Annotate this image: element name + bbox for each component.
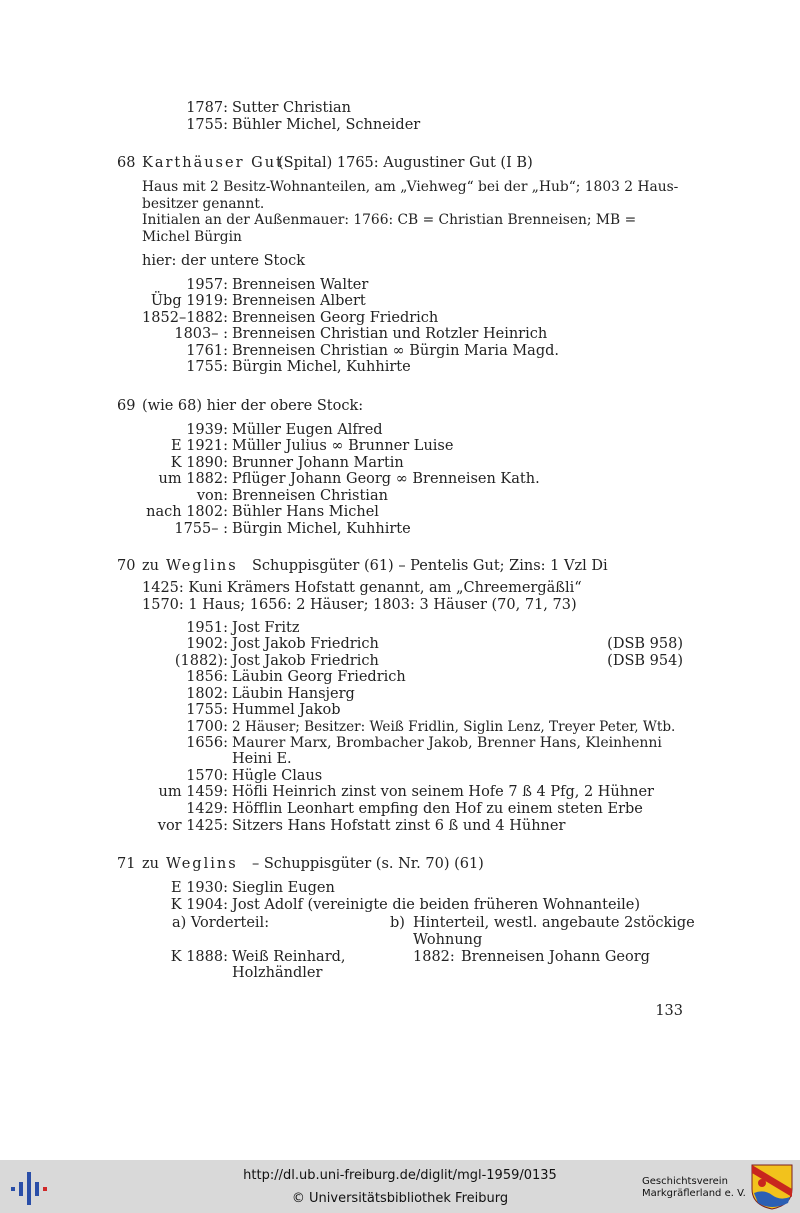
owner-year: 1882: <box>413 949 455 965</box>
owner-year: 1755: <box>186 702 228 718</box>
entry-title: Weglins <box>166 856 238 872</box>
footer-url[interactable]: http://dl.ub.uni-freiburg.de/diglit/mgl-1959/0135 <box>243 1168 557 1183</box>
intro-year: 1755: <box>186 117 228 133</box>
owner-name: Läubin Hansjerg <box>232 686 355 702</box>
owner-name: Pflüger Johann Georg ∞ Brenneisen Kath. <box>232 471 540 487</box>
owner-year: (1882): <box>174 653 228 669</box>
owner-year: 1761: <box>186 343 228 359</box>
entry-number: 69 <box>117 398 136 414</box>
source-note: (DSB 954) <box>607 653 683 669</box>
owner-year: K 1890: <box>170 455 228 471</box>
entry-title: (wie 68) hier der obere Stock: <box>142 398 364 414</box>
owner-year: vor 1425: <box>157 818 228 834</box>
owner-name: Sitzers Hans Hofstatt zinst 6 ß und 4 Hühner <box>232 818 566 834</box>
owner-year: 1803– : <box>174 326 228 342</box>
owner-name: Weiß Reinhard, <box>232 949 346 965</box>
owner-year: 1902: <box>186 636 228 652</box>
owner-year: 1755– : <box>174 521 228 537</box>
owner-name: Brenneisen Walter <box>232 277 369 293</box>
part-description: Wohnung <box>413 932 483 948</box>
owner-name: Brenneisen Johann Georg <box>461 949 650 965</box>
owner-year: E 1930: <box>171 880 228 896</box>
owner-name: Läubin Georg Friedrich <box>232 669 406 685</box>
entry-title: Weglins <box>166 558 238 574</box>
owner-year: 1939: <box>186 422 228 438</box>
entry-description: Haus mit 2 Besitz-Wohnanteilen, am „Viehweg“ bei der „Hub“; 1803 2 Haus- <box>142 179 679 195</box>
owner-name: Höfli Heinrich zinst von seinem Hofe 7 ß 4 Pfg, 2 Hühner <box>232 784 654 800</box>
owner-year: 1852–1882: <box>142 310 228 326</box>
footer-copyright: © Universitätsbibliothek Freiburg <box>291 1191 509 1206</box>
entry-description: besitzer genannt. <box>142 196 265 212</box>
owner-year: 1429: <box>186 801 228 817</box>
owner-year: E 1921: <box>171 438 228 454</box>
owner-name: Jost Jakob Friedrich <box>232 636 379 652</box>
owner-name: Brenneisen Christian ∞ Bürgin Maria Magd. <box>232 343 559 359</box>
owner-name: Jost Fritz <box>232 620 300 636</box>
owner-year: Übg 1919: <box>150 293 228 309</box>
owner-name: Hügle Claus <box>232 768 323 784</box>
owner-year: 1856: <box>186 669 228 685</box>
part-label: b) <box>390 915 405 931</box>
page-number: 133 <box>655 1003 683 1019</box>
owner-name: Hummel Jakob <box>232 702 341 718</box>
entry-description: Initialen an der Außenmauer: 1766: CB = Christian Brenneisen; MB = <box>142 212 637 228</box>
owner-name: Müller Eugen Alfred <box>232 422 383 438</box>
owner-year: K 1904: <box>170 897 228 913</box>
entry-prefix: zu <box>142 856 159 872</box>
entry-description: 1570: 1 Haus; 1656: 2 Häuser; 1803: 3 Häuser (70, 71, 73) <box>142 597 577 613</box>
entry-title-rest: – Schuppisgüter (s. Nr. 70) (61) <box>252 856 484 872</box>
owner-name: Brenneisen Albert <box>232 293 366 309</box>
owner-year: um 1882: <box>158 471 228 487</box>
society-name-line: Markgräflerland e. V. <box>642 1188 746 1199</box>
owner-year: 1656: <box>186 735 228 751</box>
owner-year: nach 1802: <box>146 504 228 520</box>
owner-name: Heini E. <box>232 751 292 767</box>
owner-year: 1700: <box>186 719 228 735</box>
entry-subheading: hier: der untere Stock <box>142 253 305 269</box>
intro-text: Sutter Christian <box>232 100 351 116</box>
owner-year: 1802: <box>186 686 228 702</box>
owner-year: 1957: <box>186 277 228 293</box>
owner-name: Müller Julius ∞ Brunner Luise <box>232 438 454 454</box>
owner-name: Bürgin Michel, Kuhhirte <box>232 359 411 375</box>
owner-name: Jost Jakob Friedrich <box>232 653 379 669</box>
owner-year: um 1459: <box>158 784 228 800</box>
entry-description: Michel Bürgin <box>142 229 242 245</box>
entry-prefix: zu <box>142 558 159 574</box>
entry-title: Karthäuser Gut <box>142 155 284 171</box>
part-label: a) Vorderteil: <box>172 915 270 931</box>
owner-year: 1951: <box>186 620 228 636</box>
owner-name: Höfflin Leonhart empfing den Hof zu einem steten Erbe <box>232 801 643 817</box>
entry-title-rest: Schuppisgüter (61) – Pentelis Gut; Zins: 1 Vzl Di <box>252 558 608 574</box>
owner-name: 2 Häuser; Besitzer: Weiß Fridlin, Siglin Lenz, Treyer Peter, Wtb. <box>232 719 676 735</box>
source-note: (DSB 958) <box>607 636 683 652</box>
society-name-line: Geschichtsverein <box>642 1176 728 1187</box>
owner-year: 1755: <box>186 359 228 375</box>
owner-name: Holzhändler <box>232 965 323 981</box>
owner-name: Brunner Johann Martin <box>232 455 404 471</box>
owner-name: Jost Adolf (vereinigte die beiden früheren Wohnanteile) <box>232 897 641 913</box>
entry-number: 71 <box>117 856 136 872</box>
owner-name: Brenneisen Christian <box>232 488 388 504</box>
part-description: Hinterteil, westl. angebaute 2stöckige <box>413 915 695 931</box>
owner-year: 1570: <box>186 768 228 784</box>
intro-text: Bühler Michel, Schneider <box>232 117 421 133</box>
owner-name: Brenneisen Georg Friedrich <box>232 310 439 326</box>
entry-number: 68 <box>117 155 136 171</box>
owner-name: Bühler Hans Michel <box>232 504 379 520</box>
owner-year: K 1888: <box>170 949 228 965</box>
owner-name: Maurer Marx, Brombacher Jakob, Brenner Hans, Kleinhenni <box>232 735 662 751</box>
society-name <box>642 1176 746 1200</box>
owner-name: Sieglin Eugen <box>232 880 335 896</box>
owner-year: von: <box>196 488 228 504</box>
footer-bar <box>0 1160 800 1213</box>
owner-name: Brenneisen Christian und Rotzler Heinrich <box>232 326 548 342</box>
owner-name: Bürgin Michel, Kuhhirte <box>232 521 411 537</box>
entry-number: 70 <box>117 558 136 574</box>
entry-title-rest: (Spital) 1765: Augustiner Gut (I B) <box>278 155 533 171</box>
entry-description: 1425: Kuni Krämers Hofstatt genannt, am „Chreemergäßli“ <box>142 580 582 596</box>
intro-year: 1787: <box>186 100 228 116</box>
coat-of-arms-icon <box>750 1163 794 1211</box>
